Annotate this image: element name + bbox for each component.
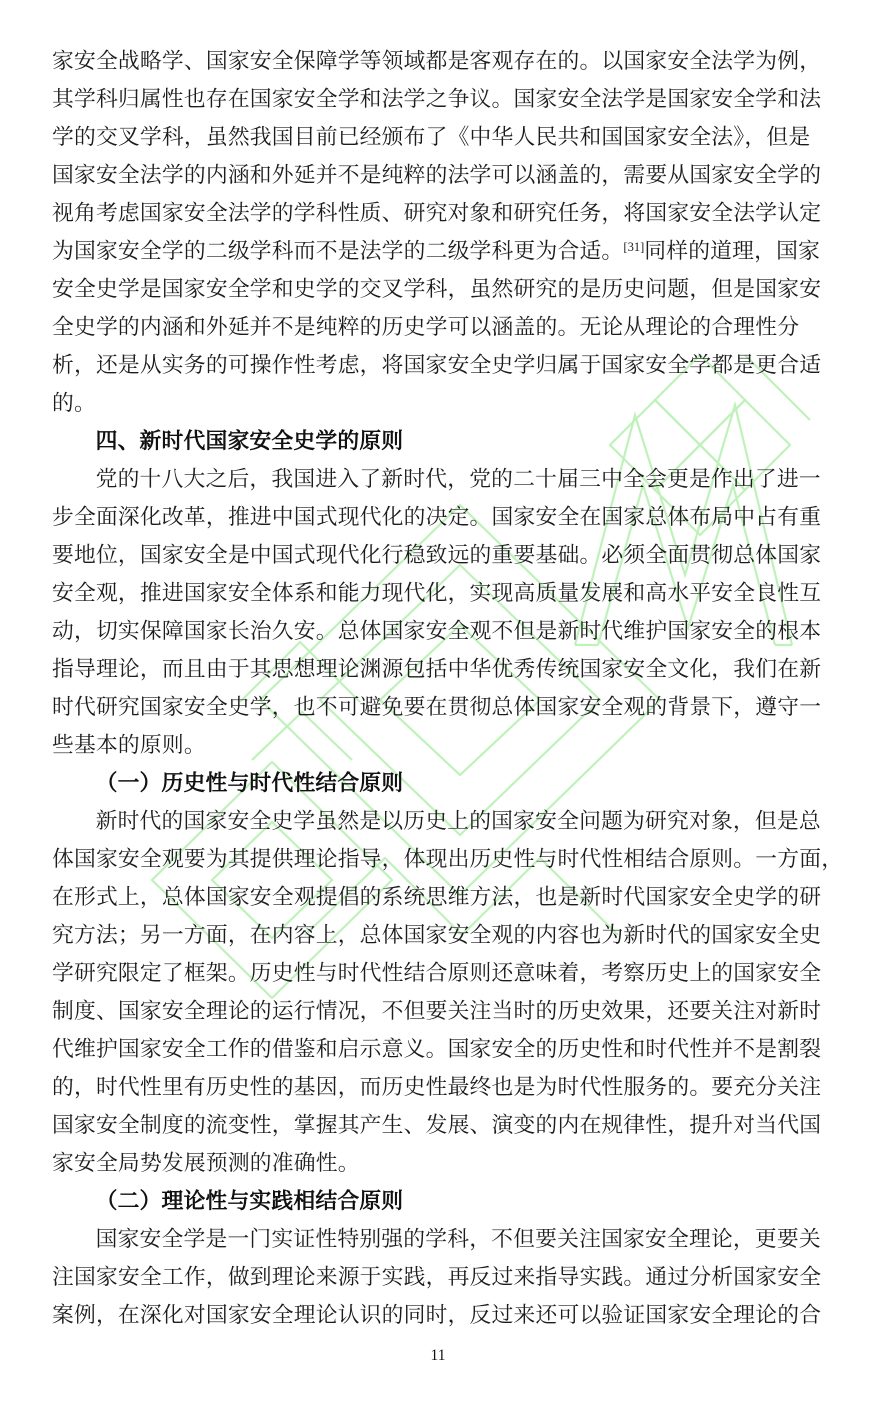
section-heading-level-2: （二）理论性与实践相结合原则 — [95, 1188, 404, 1213]
section-heading-level-1: 四、新时代国家安全史学的原则 — [95, 428, 404, 453]
text-line: 新时代的国家安全史学虽然是以历史上的国家安全问题为研究对象，但是总 — [95, 809, 821, 833]
text-line: 步全面深化改革，推进中国式现代化的决定。国家安全在国家总体布局中占有重 — [52, 505, 822, 529]
text-line: 国家安全制度的流变性，掌握其产生、发展、演变的内在规律性，提升对当代国 — [52, 1113, 822, 1137]
text-line: 家安全战略学、国家安全保障学等领域都是客观存在的。以国家安全法学为例， — [52, 49, 822, 73]
text-line: 析，还是从实务的可操作性考虑，将国家安全史学归属于国家安全学都是更合适 — [52, 353, 822, 377]
document-body — [52, 42, 844, 1334]
text-line: 动，切实保障国家长治久安。总体国家安全观不但是新时代维护国家安全的根本 — [52, 619, 822, 643]
text-line: 时代研究国家安全史学，也不可避免要在贯彻总体国家安全观的背景下，遵守一 — [52, 695, 822, 719]
text-line: 案例，在深化对国家安全理论认识的同时，反过来还可以验证国家安全理论的合 — [52, 1303, 822, 1327]
text-line: 的，时代性里有历史性的基因，而历史性最终也是为时代性服务的。要充分关注 — [52, 1075, 822, 1099]
text-line: 学研究限定了框架。历史性与时代性结合原则还意味着，考察历史上的国家安全 — [52, 961, 822, 985]
text-line: 些基本的原则。 — [52, 733, 206, 757]
text-line: 的。 — [52, 391, 96, 415]
text-line: 在形式上，总体国家安全观提倡的系统思维方法，也是新时代国家安全史学的研 — [52, 885, 822, 909]
text-line: 为国家安全学的二级学科而不是法学的二级学科更为合适。[31]同样的道理，国家 — [52, 239, 821, 263]
text-line: 全史学的内涵和外延并不是纯粹的历史学可以涵盖的。无论从理论的合理性分 — [52, 315, 800, 339]
text-line: 家安全局势发展预测的准确性。 — [52, 1151, 360, 1175]
text-line: 党的十八大之后，我国进入了新时代，党的二十届三中全会更是作出了进一 — [95, 467, 821, 491]
text-line: 制度、国家安全理论的运行情况，不但要关注当时的历史效果，还要关注对新时 — [52, 999, 822, 1023]
text-line: 指导理论，而且由于其思想理论渊源包括中华优秀传统国家安全文化，我们在新 — [52, 657, 822, 681]
text-line: 究方法；另一方面，在内容上，总体国家安全观的内容也为新时代的国家安全史 — [52, 923, 822, 947]
text-line: 代维护国家安全工作的借鉴和启示意义。国家安全的历史性和时代性并不是割裂 — [52, 1037, 822, 1061]
text-line: 国家安全法学的内涵和外延并不是纯粹的法学可以涵盖的，需要从国家安全学的 — [52, 163, 822, 187]
text-line: 注国家安全工作，做到理论来源于实践，再反过来指导实践。通过分析国家安全 — [52, 1265, 822, 1289]
page-number: 11 — [430, 1347, 446, 1364]
text-line: 体国家安全观要为其提供理论指导，体现出历史性与时代性相结合原则。一方面， — [52, 847, 844, 871]
text-line: 要地位，国家安全是中国式现代化行稳致远的重要基础。必须全面贯彻总体国家 — [52, 543, 822, 567]
text-line: 视角考虑国家安全法学的学科性质、研究对象和研究任务，将国家安全法学认定 — [52, 201, 822, 225]
text-line: 国家安全学是一门实证性特别强的学科，不但要关注国家安全理论，更要关 — [95, 1227, 821, 1251]
text-line: 其学科归属性也存在国家安全学和法学之争议。国家安全法学是国家安全学和法 — [52, 87, 822, 111]
footnote-reference: [31] — [623, 240, 645, 254]
section-heading-level-2: （一）历史性与时代性结合原则 — [95, 770, 404, 795]
text-line: 安全史学是国家安全学和史学的交叉学科，虽然研究的是历史问题，但是国家安 — [52, 277, 822, 301]
text-line: 学的交叉学科，虽然我国目前已经颁布了《中华人民共和国国家安全法》，但是 — [52, 125, 811, 149]
text-line: 安全观，推进国家安全体系和能力现代化，实现高质量发展和高水平安全良性互 — [52, 581, 822, 605]
